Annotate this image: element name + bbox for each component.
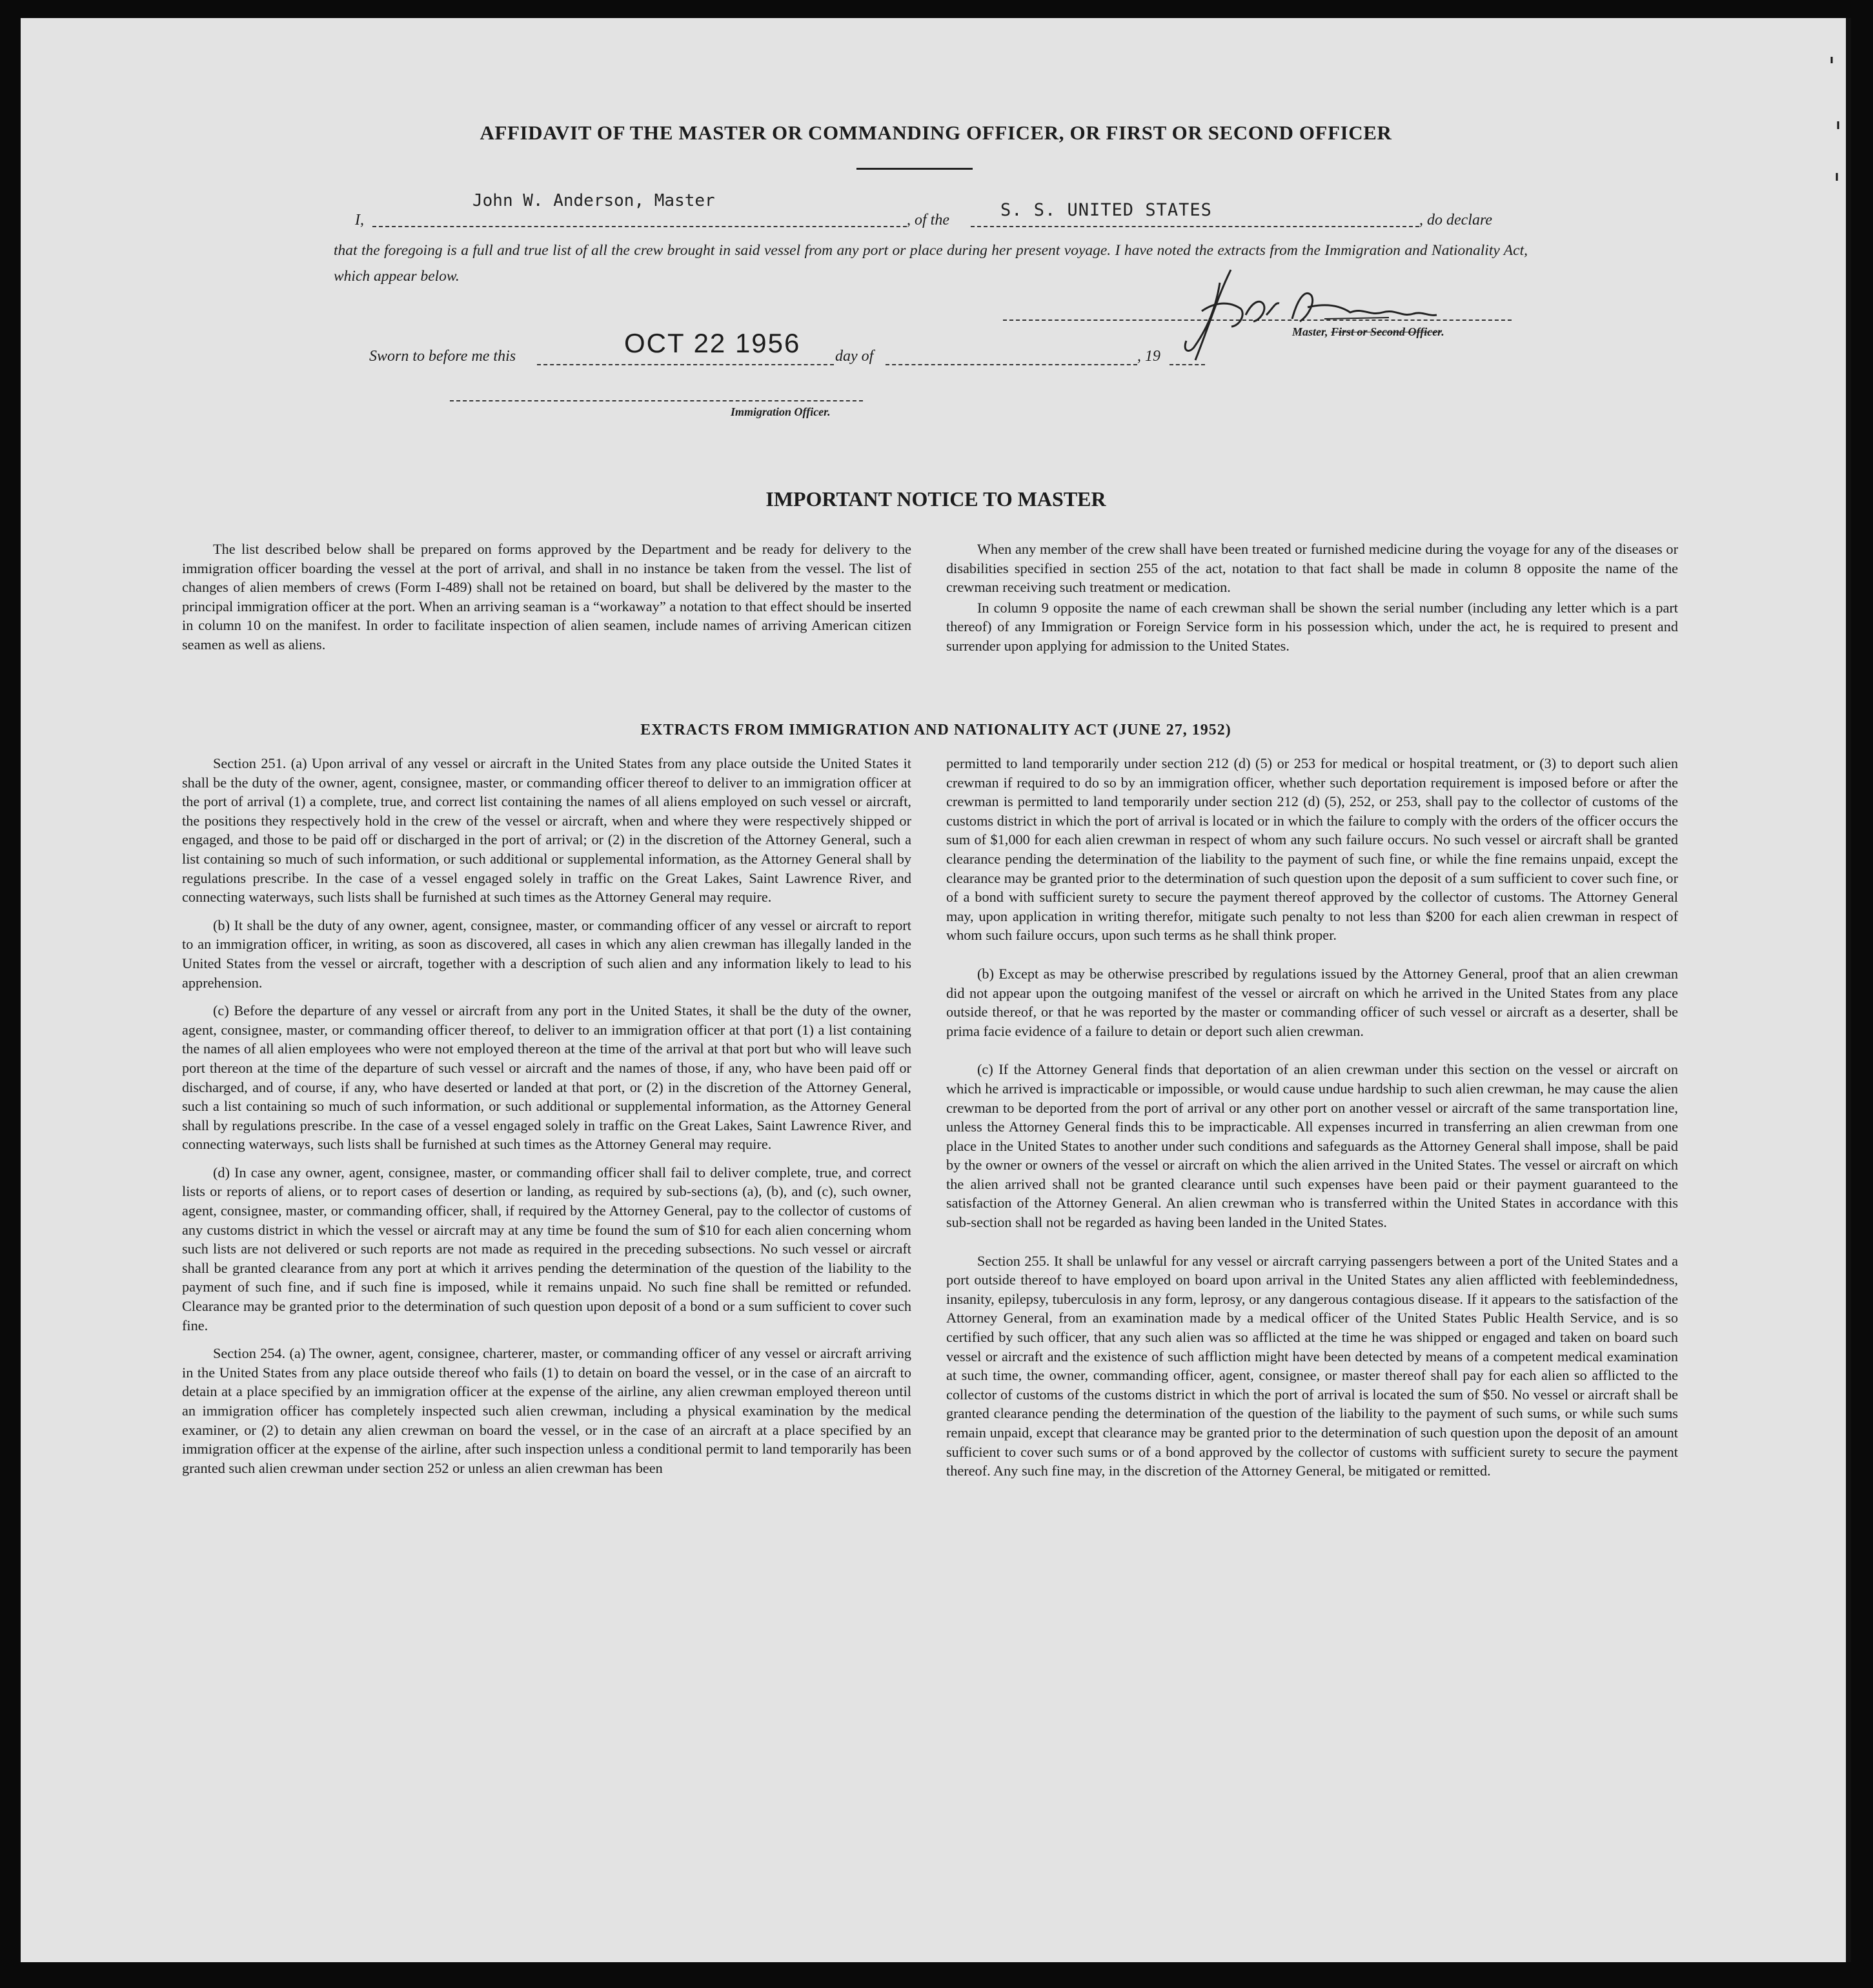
sworn-label: Sworn to before me this: [369, 348, 516, 365]
extract-paragraph: Section 255. It shall be unlawful for any vessel or aircraft carrying passengers between a port of the United States and a port outside thereof to have employed on board upon arrival in the United States any alien afflicted with feeblemindedness, insanity, epilepsy, tuberculosis in any form, leprosy, or any dangerous contagious disease. If it appears to the satisfaction of the Attorney General, from an examination made by a medical officer of the United States Public Health Service, and is so certified by such officer, that any such alien was so afflicted at the time he was shipped or engaged and taken on board such vessel or aircraft and the existence of such affliction might have been detected by means of a competent medical examination at such time, the owner, commanding officer, agent, consignee, or master thereof shall pay for each alien so afflicted to the collector of customs of the customs district in which the port of arrival is located the sum of $50. No vessel or aircraft shall be granted clearance pending the determination of the question of the liability to the payment of such sums, or while such sums remain unpaid, except that clearance may be granted prior to the determination of such question upon the deposit of an amount sufficient to cover such sums or of a bond approved by the collector of customs with sufficient surety to secure the payment thereof. Any such fine may, in the discretion of the Attorney General, be mitigated or remitted.: [946, 1252, 1678, 1479]
master-signature: [1169, 257, 1466, 367]
extract-paragraph: (c) Before the departure of any vessel or aircraft from any port in the United States, it shall be the duty of the owner, agent, consignee, master, or commanding officer thereof, to deliver to an immigration officer at that port (1) a list containing the names of all alien employees who were not employed thereon at the time of the arrival at that port but who will leave such port thereon at the time of the departure of such vessel or aircraft and the names of those, if any, who have been paid off or discharged, and of course, if any, who have deserted or landed at that port, or (2) in the discretion of the Attorney General, such a list containing so much of such information, or such additional or supplemental information, as the Attorney General shall by regulations prescribe. In the case of a vessel engaged solely in traffic on the Great Lakes, Saint Lawrence River, and connecting waterways, such lists shall be furnished at such times as the Attorney General may require.: [182, 1002, 911, 1153]
sworn-date-line: [537, 364, 834, 365]
notice-left-column: [182, 540, 911, 664]
master-caption: Master, First or Second Officer.: [1292, 325, 1444, 338]
affidavit-title: AFFIDAVIT OF THE MASTER OR COMMANDING OFFICER, OR FIRST OR SECOND OFFICER: [480, 121, 1392, 144]
extract-paragraph: (b) It shall be the duty of any owner, agent, consignee, master, or commanding officer of any vessel or aircraft to report to an immigration officer, in writing, as soon as discovered, all cases in which any alien crewman has illegally landed in the United States from the vessel or aircraft, together with a description of such alien and any information likely to lead to his apprehension.: [182, 917, 911, 991]
of-the-label: , of the: [907, 212, 949, 228]
year-prefix-label: , 19: [1137, 348, 1160, 365]
month-line: [886, 364, 1137, 365]
notice-title: IMPORTANT NOTICE TO MASTER: [765, 487, 1106, 511]
immigration-officer-line: [450, 400, 863, 401]
i-label: I,: [355, 212, 364, 228]
notice-left-paragraph: The list described below shall be prepared on forms approved by the Department and be ready for delivery to the immigration officer boarding the vessel at the port of arrival, and shall in no instance be taken from the vessel. The list of changes of alien members of crews (Form I-489) shall not be retained on board, but shall be delivered by the master to the principal immigration officer at the port. When an arriving seaman is a “workaway” a notation to that effect should be inserted in column 10 on the manifest. In order to facilitate inspection of alien seamen, include names of arriving American citizen seamen as well as aliens.: [182, 541, 911, 653]
extract-paragraph: Section 251. (a) Upon arrival of any vessel or aircraft in the United States from any place outside the United States it shall be the duty of the owner, agent, consignee, master, or commanding officer thereof to deliver to an immigration officer at the port of arrival (1) a complete, true, and correct list containing the names of all aliens employed on such vessel or aircraft, the positions they respectively hold in the crew of the vessel or aircraft, when and where they were respectively shipped or engaged, and those to be paid off or discharged in the port of arrival; or (2) in the discretion of the Attorney General, such a list containing so much of such information, or such additional or supplemental information, as the Attorney General shall by regulations prescribe. In the case of a vessel engaged solely in traffic on the Great Lakes, Saint Lawrence River, and connecting waterways, such lists shall be furnished at such times as the Attorney General may require.: [182, 755, 911, 906]
vessel-name-value: S. S. UNITED STATES: [1000, 200, 1212, 220]
do-declare-label: , do declare: [1419, 212, 1493, 228]
extracts-left-column: [182, 754, 911, 1486]
notice-right-paragraph-2: In column 9 opposite the name of each crewman shall be shown the serial number (including any letter which is a part thereof) of any Immigration or Foreign Service form in his possession which, under the act, he is required to present and surrender upon applying for admission to the United States.: [946, 599, 1678, 654]
extract-paragraph: (c) If the Attorney General finds that deportation of an alien crewman under this section on the vessel or aircraft on which he arrived is impracticable or impossible, or would cause undue hardship to such alien crewman, he may cause the alien crewman to be deported from the port of arrival or any other port on another vessel or aircraft of the same transportation line, unless the Attorney General finds this to be impracticable. All expenses incurred in transferring an alien crewman from one place in the United States to another under such conditions and safeguards as the Attorney General shall impose, shall be paid by the owner or owners of the vessel or aircraft on which the alien arrived in the United States. The vessel or aircraft on which the alien arrived shall not be granted clearance until such expenses have been paid or their payment guaranteed to the satisfaction of the Attorney General. An alien crewman who is transferred within the United States in accordance with this sub-section shall not be regarded as having been landed in the United States.: [946, 1061, 1678, 1231]
struck-officer-text: First or Second Officer: [1331, 325, 1442, 338]
master-name-value: John W. Anderson, Master: [472, 191, 715, 210]
extracts-title: EXTRACTS FROM IMMIGRATION AND NATIONALITY ACT (JUNE 27, 1952): [640, 722, 1231, 738]
name-line: [372, 226, 907, 227]
year-line: [1169, 364, 1205, 365]
declaration-block: [21, 18, 1851, 289]
day-of-label: day of: [835, 348, 874, 365]
immigration-officer-caption: Immigration Officer.: [731, 405, 831, 418]
document-sheet: [21, 18, 1851, 1962]
date-stamp: OCT 22 1956: [624, 328, 801, 358]
extract-paragraph: permitted to land temporarily under section 212 (d) (5) or 253 for medical or hospital treatment, or (3) to deport such alien crewman if required to do so by an immigration officer, whether such deportation requirement is imposed before or after the crewman is permitted to land temporarily under section 212 (d) (5), 252, or 253, shall pay to the collector of customs of the customs district in which the port of arrival is located or in which the failure to comply with the orders of the officer occurs the sum of $1,000 for each alien crewman in respect of whom any such failure occurs. No such vessel or aircraft shall be granted clearance pending the determination of the liability to the payment of such fine, or while the fine remains unpaid, except the clearance may be granted prior to the determination of such question upon the deposit of a sum sufficient to cover such fine, or of a bond with sufficient surety to secure the payment thereof approved by the collector of customs. The Attorney General may, upon application in writing therefor, mitigate such penalty to not less than $200 for each alien crewman in respect of whom such failure occurs, upon such terms as he shall think proper.: [946, 755, 1678, 944]
scan-edge-artifact: [1812, 18, 1851, 1962]
vessel-line: [971, 226, 1419, 227]
declaration-text: that the foregoing is a full and true list of all the crew brought in said vessel from any port or place during her present voyage. I have noted the extracts from the Immigration and Nationality Act, which appear below.: [334, 242, 1528, 285]
extract-paragraph: Section 254. (a) The owner, agent, consignee, charterer, master, or commanding officer of any vessel or aircraft arriving in the United States from any place outside thereof who fails (1) to detain on board the vessel, or in the case of an aircraft to detain at a place specified by an immigration officer at the expense of the airline, any alien crewman employed thereon until an immigration officer has completely inspected such alien crewman, including a physical examination by the medical examiner, or (2) to detain any alien crewman on board the vessel, or in the case of an aircraft at a place specified by an immigration officer at the expense of the airline, after such inspection unless a conditional permit to land temporarily has been granted such alien crewman under section 252 or unless an alien crewman has been: [182, 1345, 911, 1476]
extract-paragraph: (d) In case any owner, agent, consignee, master, or commanding officer shall fail to deliver complete, true, and correct lists or reports of aliens, or to report cases of desertion or landing, as required by sub-sections (a), (b), and (c), such owner, agent, consignee, master, or commanding officer, shall, if required by the Attorney General, pay to the collector of customs of any customs district in which the vessel or aircraft may at any time be found the sum of $10 for each alien concerning whom such lists are not delivered or such reports are not made as required in the preceding subsections. No such vessel or aircraft shall be granted clearance from any port at which it arrives pending the determination of the question of the liability to the payment of such fine, and if such fine is imposed, while it remains unpaid. No such fine shall be remitted or refunded. Clearance may be granted prior to the determination of such question upon deposit of a bond or a sum sufficient to cover such fine.: [182, 1164, 911, 1334]
extracts-right-column: [946, 754, 1678, 1500]
extract-paragraph: (b) Except as may be otherwise prescribed by regulations issued by the Attorney General, proof that an alien crewman did not appear upon the outgoing manifest of the vessel or aircraft on which he arrived in the United States from any place outside thereof, or that he was reported by the master or commanding officer of such vessel or aircraft as a deserter, shall be prima facie evidence of a failure to detain or deport such alien crewman.: [946, 965, 1678, 1039]
notice-right-column: [946, 540, 1678, 665]
notice-right-paragraph-1: When any member of the crew shall have been treated or furnished medicine during the voyage for any of the diseases or disabilities specified in section 255 of the act, notation to that fact shall be made in column 8 opposite the name of the crewman receiving such treatment or medication.: [946, 541, 1678, 596]
